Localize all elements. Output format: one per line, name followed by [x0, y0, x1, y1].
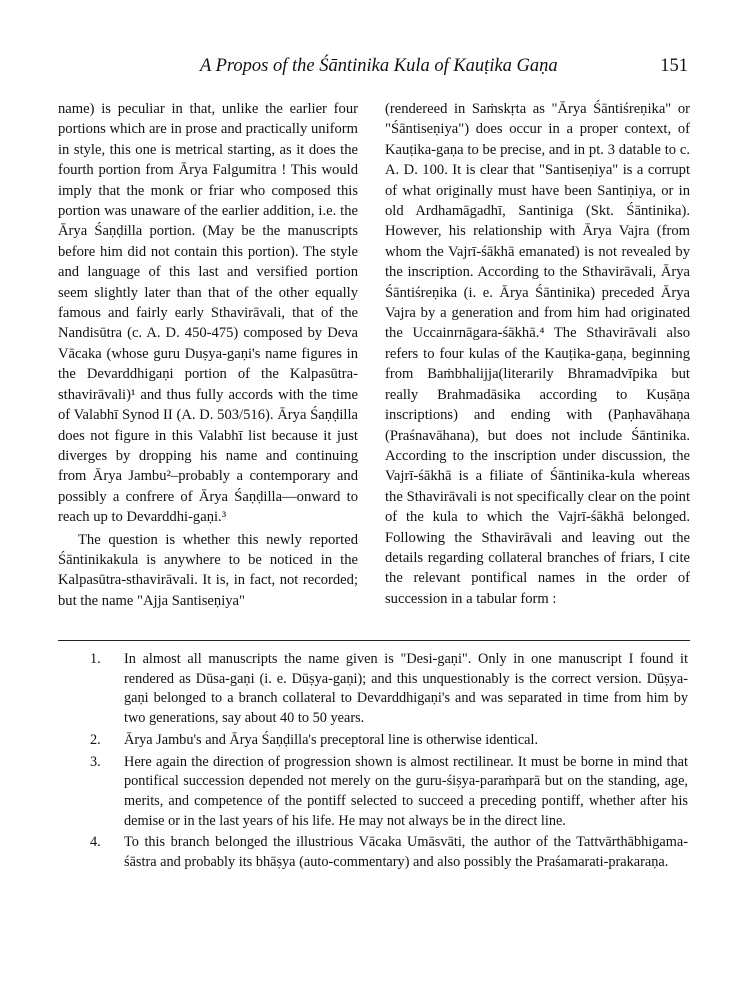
- footnote-text: To this branch belonged the illustrious Vācaka Umāsvāti, the author of the Tattvārthābhigama-śāstra and probably its bhāṣya (auto-commentary) and also possibly the Praśamarati-prakaraṇa.: [124, 834, 688, 871]
- right-paragraph-1: (rendereed in Saṁskṛta as "Ārya Śāntiśreṇika" or "Śāntiseṇiya") does occur in a proper context, of Kauṭika-gaṇa to be precise, and in pt. 3 datable to c. A. D. 100. It is clear that "Santiseṇiya" is a corrupt of what originally must have been Santiṇiya, or in old Ardhamāgadhī, Santiniga (Skt. Śāntinika). However, his relationship with Ārya Vajra (from whom the Vajrī-śākhā emanated) is not revealed by the inscription. According to the Sthavirāvali, Ārya Śāntiśreṇika (i. e. Ārya Śāntinika) preceded Ārya Vajra by a generation and from him had originated the Uccainrnāgara-śākhā.⁴ The Sthavirāvali also refers to four kulas of the Kauṭika-gaṇa, beginning from Baṁbhalijja(literarily Bhramadvīpika but really Brahmadāsika according to Kuṣāṇa inscriptions) and ending with (Paṇhavāhaṇa (Praśnavāhana), but does not include Śāntinika. According to the inscription under discussion, the Vajrī-śākhā is a filiate of Śāntinika-kula whereas the Sthavirāvali is not specifically clear on the point of the kula to which the Vajrī-śākhā belonged. Following the Sthavirāvali and leaving out the details regarding collateral branches of friars, I cite the relevant pontifical names in the order of succession in a tabular form :: [385, 101, 690, 607]
- footnote-text: Here again the direction of progression shown is almost rectilinear. It must be borne in mind that pontifical succession depended not merely on the guru-śiṣya-paraṁparā but on the standing, age, merits, and competence of the pontiff selected to succeed a preceding pontiff, whether after his demise or in the last years of his life. He may not always be in the direct line.: [124, 753, 688, 829]
- footnote-number: 2.: [90, 731, 101, 748]
- footnote-text: Ārya Jambu's and Ārya Śaṇḍilla's preceptoral line is otherwise identical.: [124, 731, 539, 748]
- footnote-number: 4.: [90, 834, 101, 851]
- footnote-4: [90, 833, 688, 872]
- left-column: [58, 99, 358, 611]
- left-paragraph-2: The question is whether this newly reported Śāntinikakula is anywhere to be noticed in the Kalpasūtra-sthavirāvali. It is, in fact, not recorded; but the name "Ajja Santiseṇiya": [58, 531, 358, 609]
- footnote-1: [90, 650, 688, 729]
- left-paragraph-1: name) is peculiar in that, unlike the earlier four portions which are in prose and practically uniform in style, this one is metrical starting, as it does the fourth portion from Ārya Falgumitra ! This would imply that the monk or friar who composed this portion was unaware of the earlier addition, i.e. the Ārya Śaṇḍilla portion. (May be the manuscripts before him did not contain this portion). The style and language of this last and versified portion seem slightly later than that of the other equally famous and fairly early Sthavirāvali, that of the Nandisūtra (c. A. D. 450-475) composed by Deva Vācaka (whose guru Duṣya-gaṇi's name figures in the Devarddhigaṇi portion of the Kalpasūtra-sthavirāvali)¹ and thus fully accords with the time of Valabhī Synod II (A. D. 503/516). Ārya Śaṇḍilla does not figure in this Valabhī list because it just diverges by dropping his name and continuing from Ārya Jambu²–probably a contemporary and possibly a confrere of Ārya Śaṇḍilla—onward to reach up to Devarddhi-gaṇi.³: [58, 101, 358, 526]
- footnote-text: In almost all manuscripts the name given is "Desi-gaṇi". Only in one manuscript I found it rendered as Dūsa-gaṇi (i. e. Dūṣya-gaṇi); and this unquestionably is the correct version. Dūṣya-gaṇi belonged to a branch collateral to Devarddhigaṇi's and was separated in time from him by two generations, say about 40 to 50 years.: [124, 651, 688, 727]
- footnote-number: 1.: [90, 651, 101, 667]
- footnote-2: [90, 731, 688, 751]
- running-head: A Propos of the Śāntinika Kula of Kauṭika Gaṇa: [200, 56, 558, 76]
- page-number: 151: [660, 56, 688, 76]
- footnote-number: 3.: [90, 753, 101, 770]
- page-header: [60, 56, 688, 80]
- right-column: [385, 99, 690, 609]
- footnote-divider: [58, 640, 690, 641]
- footnote-3: [90, 753, 688, 832]
- footnotes: [90, 650, 688, 875]
